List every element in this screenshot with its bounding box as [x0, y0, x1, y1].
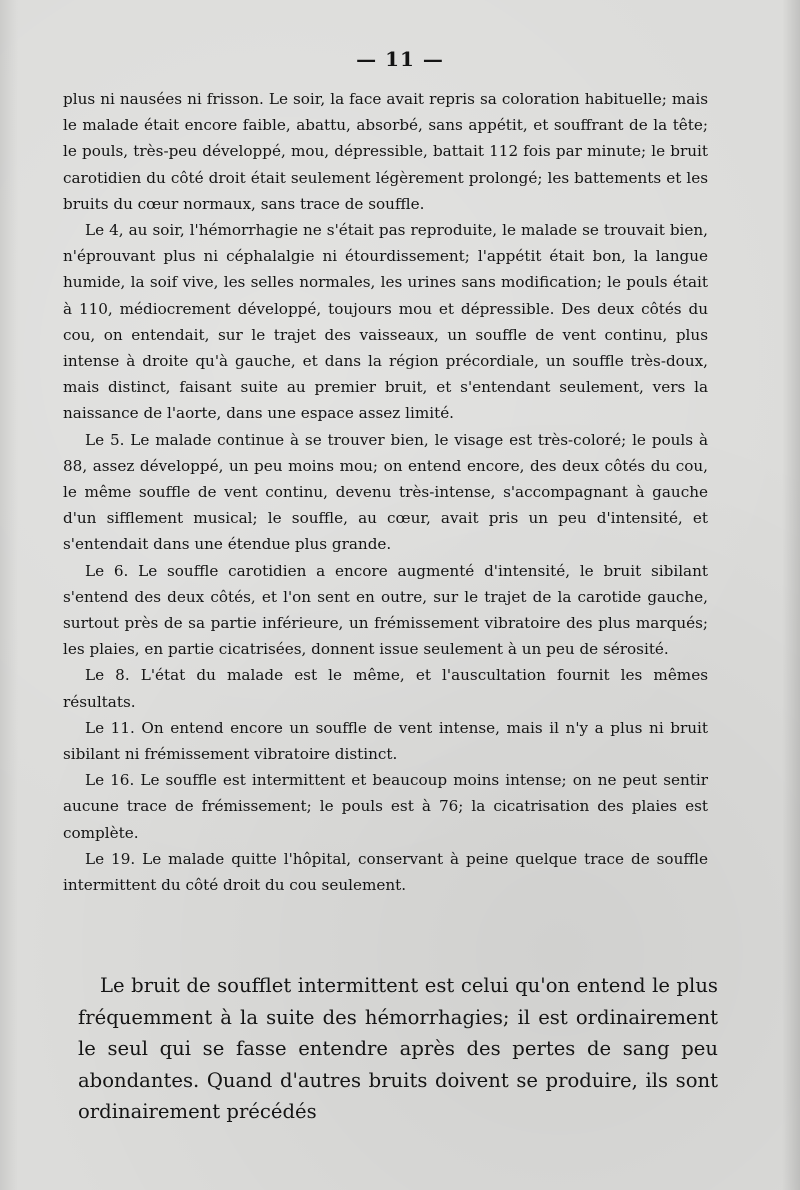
paragraph-le-16: Le 16. Le souffle est intermittent et beaucoup moins intense; on ne peut sentir aucune trace de frémissement; le pouls est à 76; la cicatrisation des plaies est complète.	[63, 771, 708, 842]
paragraph-le-5: Le 5. Le malade continue à se trouver bien, le visage est très-coloré; le pouls à 88, assez développé, un peu moins mou; on entend encore, des deux côtés du cou, le même souffle de vent continu, devenu très-intense, s'accompagnant à gauche d'un sifflement musical; le souffle, au cœur, avait pris un peu d'intensité, et s'entendait dans une étendue plus grande.	[63, 430, 708, 554]
right-edge-shadow	[782, 0, 800, 1190]
paragraph-bruit-de-soufflet: Le bruit de soufflet intermittent est celui qu'on entend le plus fréquemment à la suite des hémorrhagies; il est ordinairement le seul qui se fasse entendre après des pertes de sang peu abondantes. Quand d'autres bruits doivent se produire, ils sont ordinairement précédés	[78, 974, 718, 1123]
paragraph-le-19: Le 19. Le malade quitte l'hôpital, conservant à peine quelque trace de souffle intermittent du côté droit du cou seulement.	[63, 849, 708, 895]
paragraph-le-6: Le 6. Le souffle carotidien a encore augmenté d'intensité, le bruit sibilant s'entend des deux côtés, et l'on sent en outre, sur le trajet de la carotide gauche, surtout près de sa partie inférieure, un frémissement vibratoire des plus marqués; les plaies, en partie cicatrisées, donnent issue seulement à un peu de sérosité.	[63, 561, 708, 659]
main-text-block	[63, 86, 708, 898]
large-type-section	[78, 970, 718, 1128]
paragraph-le-4: Le 4, au soir, l'hémorrhagie ne s'était pas reproduite, le malade se trouvait bien, n'éprouvant plus ni céphalalgie ni étourdissement; l'appétit était bon, la langue humide, la soif vive, les selles normales, les urines sans modification; le pouls était à 110, médiocrement développé, toujours mou et dépressible. Des deux côtés du cou, on entendait, sur le trajet des vaisseaux, un souffle de vent continu, plus intense à droite qu'à gauche, et dans la région précordiale, un souffle très-doux, mais distinct, faisant suite au premier bruit, et s'entendant seulement, vers la naissance de l'aorte, dans une espace assez limité.	[63, 221, 708, 423]
page-number: — 11 —	[356, 47, 444, 71]
paragraph-continuation: plus ni nausées ni frisson. Le soir, la face avait repris sa coloration habituelle; mais le malade était encore faible, abattu, absorbé, sans appétit, et souffrant de la tête; le pouls, très-peu développé, mou, dépressible, battait 112 fois par minute; le bruit carotidien du côté droit était seulement légèrement prolongé; les battements et les bruits du cœur normaux, sans trace de souffle.	[63, 90, 708, 213]
paragraph-le-8: Le 8. L'état du malade est le même, et l'auscultation fournit les mêmes résultats.	[63, 666, 708, 711]
left-edge-shadow	[0, 0, 18, 1190]
paragraph-le-11: Le 11. On entend encore un souffle de vent intense, mais il n'y a plus ni bruit sibilant ni frémissement vibratoire distinct.	[63, 718, 708, 764]
